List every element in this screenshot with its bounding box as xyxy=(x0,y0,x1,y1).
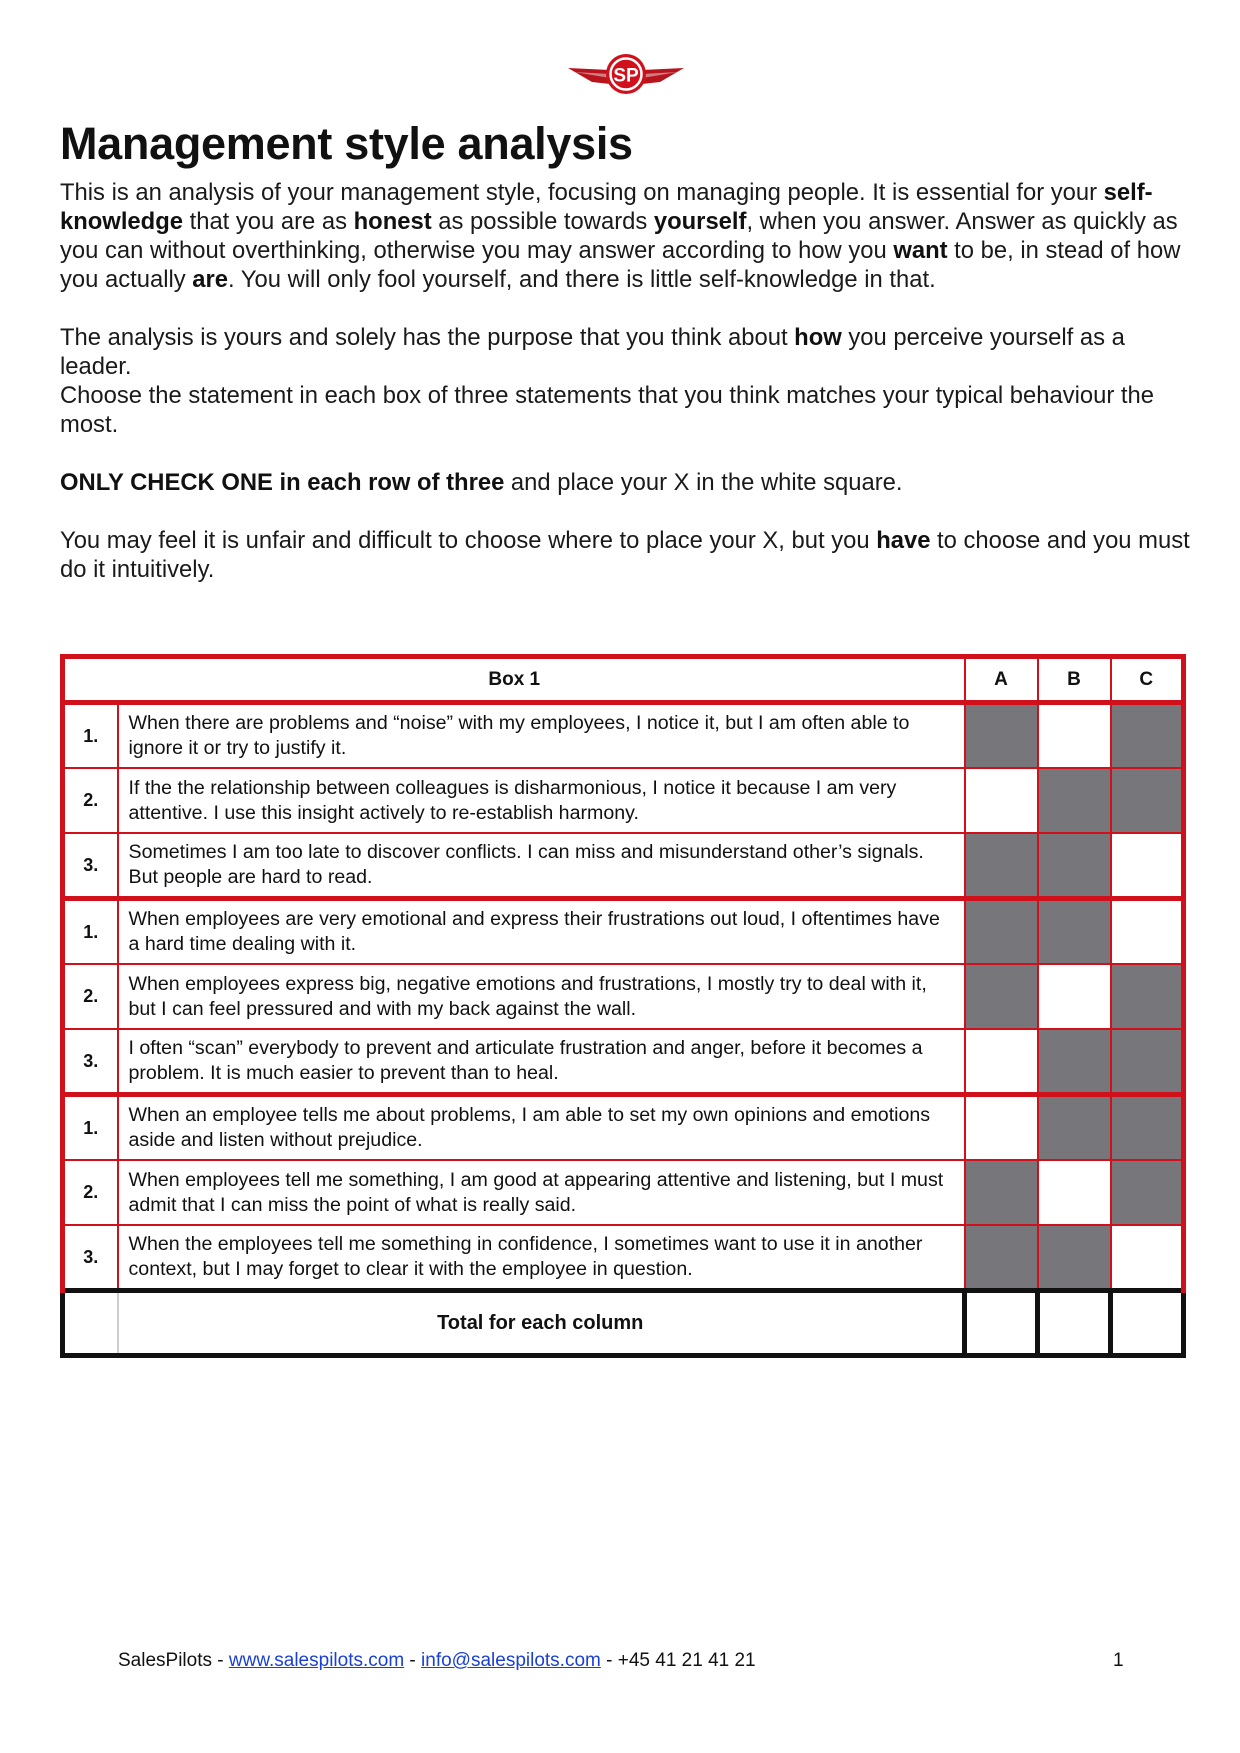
statement-text: When there are problems and “noise” with my employees, I notice it, but I am often able to ignore it or try to justify it. xyxy=(118,703,965,769)
svg-text:SP: SP xyxy=(613,65,639,87)
statement-text: If the the relationship between colleagues is disharmonious, I notice it because I am very attentive. I use this insight actively to re-establish harmony. xyxy=(118,768,965,833)
shaded-cell xyxy=(1038,768,1111,833)
shaded-cell xyxy=(1038,1095,1111,1161)
row-number: 3. xyxy=(63,1225,118,1291)
shaded-cell xyxy=(965,1225,1038,1291)
statement-text: When the employees tell me something in confidence, I sometimes want to use it in another context, but I may forget to clear it with the employee in question. xyxy=(118,1225,965,1291)
shaded-cell xyxy=(1111,1029,1184,1095)
shaded-cell xyxy=(1111,768,1184,833)
table-row xyxy=(63,1160,1184,1225)
answer-box-c[interactable] xyxy=(1111,899,1184,965)
row-number: 1. xyxy=(63,703,118,769)
total-c-input[interactable] xyxy=(1111,1291,1184,1356)
table-row xyxy=(63,1029,1184,1095)
footer-phone: - +45 41 21 41 21 xyxy=(600,1650,756,1671)
shaded-cell xyxy=(965,703,1038,769)
statement-text: When employees are very emotional and express their frustrations out loud, I oftentimes have a hard time dealing with it. xyxy=(118,899,965,965)
intro-paragraph-3: Choose the statement in each box of three statements that you think matches your typical behaviour the most. xyxy=(60,382,1154,438)
intro-text xyxy=(60,178,1200,584)
column-c-header: C xyxy=(1111,657,1184,703)
table-header xyxy=(63,657,1184,703)
shaded-cell xyxy=(965,833,1038,899)
row-number: 2. xyxy=(63,964,118,1029)
shaded-cell xyxy=(965,899,1038,965)
footer-website-link[interactable]: www.salespilots.com xyxy=(228,1650,405,1671)
total-label: Total for each column xyxy=(118,1291,965,1356)
answer-box-b[interactable] xyxy=(1038,703,1111,769)
shaded-cell xyxy=(1038,1225,1111,1291)
table-row xyxy=(63,1095,1184,1161)
salespilots-logo xyxy=(566,52,686,96)
answer-box-a[interactable] xyxy=(965,1029,1038,1095)
statement-text: When employees express big, negative emotions and frustrations, I mostly try to deal with it, but I can feel pressured and with my back against the wall. xyxy=(118,964,965,1029)
footer-company: SalesPilots - xyxy=(118,1650,229,1671)
shaded-cell xyxy=(1111,703,1184,769)
shaded-cell xyxy=(1111,1095,1184,1161)
winged-sp-logo-icon xyxy=(566,52,686,96)
shaded-cell xyxy=(1038,833,1111,899)
statement-text: Sometimes I am too late to discover conflicts. I can miss and misunderstand other’s signals. But people are hard to read. xyxy=(118,833,965,899)
answer-box-a[interactable] xyxy=(965,768,1038,833)
footer-email-link[interactable]: info@salespilots.com xyxy=(421,1650,601,1671)
total-row xyxy=(63,1291,1184,1356)
answer-box-a[interactable] xyxy=(965,1095,1038,1161)
shaded-cell xyxy=(1038,1029,1111,1095)
table-row xyxy=(63,768,1184,833)
row-number: 1. xyxy=(63,1095,118,1161)
table-row xyxy=(63,703,1184,769)
table-row xyxy=(63,899,1184,965)
answer-box-c[interactable] xyxy=(1111,833,1184,899)
shaded-cell xyxy=(965,964,1038,1029)
total-spacer xyxy=(63,1291,118,1356)
shaded-cell xyxy=(965,1160,1038,1225)
table-row xyxy=(63,964,1184,1029)
row-number: 3. xyxy=(63,833,118,899)
statement-text: When an employee tells me about problems, I am able to set my own opinions and emotions aside and listen without prejudice. xyxy=(118,1095,965,1161)
box-label: Box 1 xyxy=(63,657,965,703)
row-number: 3. xyxy=(63,1029,118,1095)
total-a-input[interactable] xyxy=(965,1291,1038,1356)
analysis-table xyxy=(60,654,1186,1358)
row-number: 1. xyxy=(63,899,118,965)
table-row xyxy=(63,1225,1184,1291)
statement-text: I often “scan” everybody to prevent and articulate frustration and anger, before it becomes a problem. It is much easier to prevent than to heal. xyxy=(118,1029,965,1095)
intro-paragraph-2: The analysis is yours and solely has the purpose that you think about how you perceive yourself as a leader. xyxy=(60,324,1125,380)
row-number: 2. xyxy=(63,768,118,833)
row-number: 2. xyxy=(63,1160,118,1225)
statement-text: When employees tell me something, I am good at appearing attentive and listening, but I must admit that I can miss the point of what is really said. xyxy=(118,1160,965,1225)
intro-paragraph-4: ONLY CHECK ONE in each row of three and place your X in the white square. xyxy=(60,469,903,496)
total-b-input[interactable] xyxy=(1038,1291,1111,1356)
shaded-cell xyxy=(1111,1160,1184,1225)
answer-box-b[interactable] xyxy=(1038,964,1111,1029)
column-a-header: A xyxy=(965,657,1038,703)
answer-box-b[interactable] xyxy=(1038,1160,1111,1225)
page-title: Management style analysis xyxy=(60,118,633,169)
answer-box-c[interactable] xyxy=(1111,1225,1184,1291)
intro-paragraph-1: This is an analysis of your management style, focusing on managing people. It is essential for your self-knowledge that you are as honest as possible towards yourself, when you answer. Answer as quickly as you can without overthinking, otherwise you may answer according to how you want to be, in stead of how you actually are. You will only fool yourself, and there is little self-knowledge in that. xyxy=(60,179,1181,293)
intro-paragraph-5: You may feel it is unfair and difficult to choose where to place your X, but you have to choose and you must do it intuitively. xyxy=(60,527,1190,583)
page-number: 1 xyxy=(1113,1650,1124,1671)
shaded-cell xyxy=(1038,899,1111,965)
column-b-header: B xyxy=(1038,657,1111,703)
footer: SalesPilots - www.salespilots.com - info@salespilots.com - +45 41 21 41 21 xyxy=(118,1650,756,1671)
table-row xyxy=(63,833,1184,899)
shaded-cell xyxy=(1111,964,1184,1029)
